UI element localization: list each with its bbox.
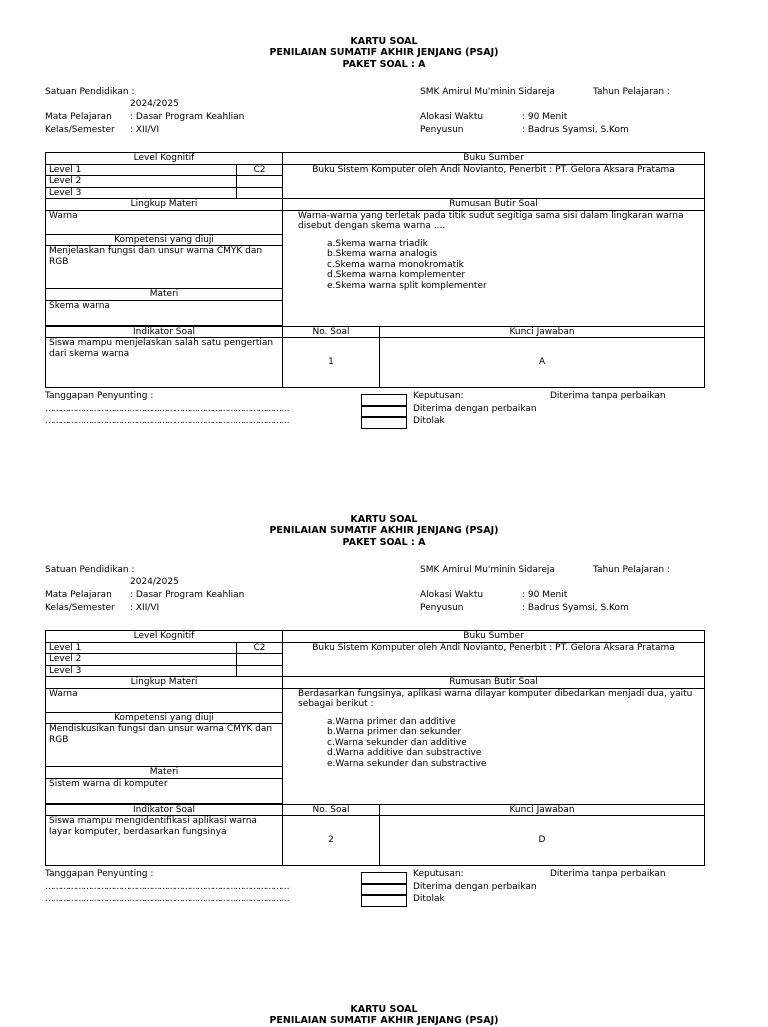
indikator-header: Indikator Soal bbox=[46, 804, 283, 816]
tanggapan-line-1[interactable]: …………………………………………………………………………………… bbox=[45, 882, 289, 892]
alokasi-value: : 90 Menit bbox=[522, 590, 568, 600]
alokasi-label: Alokasi Waktu bbox=[420, 112, 484, 122]
kunci-jawaban-header: Kunci Jawaban bbox=[380, 804, 705, 816]
materi-header: Materi bbox=[46, 767, 283, 779]
option-b: b.Warna primer dan sekunder bbox=[327, 727, 462, 737]
alokasi-label: Alokasi Waktu bbox=[420, 590, 484, 600]
lingkup-materi-header: Lingkup Materi bbox=[46, 199, 283, 211]
kunci-jawaban-value: D bbox=[380, 816, 705, 866]
satuan-label: Satuan Pendidikan : bbox=[45, 87, 135, 97]
option-c: c.Skema warna monokromatik bbox=[327, 259, 464, 270]
checkbox-ditolak[interactable] bbox=[361, 894, 407, 907]
level-2-label: Level 2 bbox=[46, 654, 237, 666]
card-title: KARTU SOAL bbox=[350, 514, 418, 525]
card-package: PAKET SOAL : A bbox=[342, 59, 426, 70]
checkbox-ditolak[interactable] bbox=[361, 416, 407, 429]
level-1-label: Level 1 bbox=[46, 642, 237, 654]
decision-dengan-perbaikan: Diterima dengan perbaikan bbox=[413, 404, 537, 414]
satuan-label: Satuan Pendidikan : bbox=[45, 565, 135, 575]
card-title: KARTU SOAL bbox=[350, 36, 418, 47]
option-e: e.Warna sekunder dan substractive bbox=[327, 758, 487, 769]
level-kognitif-header: Level Kognitif bbox=[46, 153, 283, 165]
no-soal-header: No. Soal bbox=[283, 804, 380, 816]
tanggapan-line-2[interactable]: …………………………………………………………………………………… bbox=[45, 894, 289, 904]
tanggapan-line-1[interactable]: …………………………………………………………………………………… bbox=[45, 404, 289, 414]
card-subtitle: PENILAIAN SUMATIF AKHIR JENJANG (PSAJ) bbox=[269, 1015, 499, 1026]
question-text: Warna-warna yang terletak pada titik sudut segitiga sama sisi dalam lingkaran warna disebut dengan skema warna .... bbox=[298, 210, 684, 231]
tahun-value: 2024/2025 bbox=[130, 577, 179, 587]
satuan-value: SMK Amirul Mu'minin Sidareja bbox=[420, 87, 555, 97]
decision-tanpa-perbaikan: Diterima tanpa perbaikan bbox=[550, 391, 666, 401]
level-kognitif-header: Level Kognitif bbox=[46, 631, 283, 643]
lingkup-materi-value: Warna bbox=[46, 210, 283, 234]
option-d: d.Skema warna komplementer bbox=[327, 270, 466, 280]
keputusan-label: Keputusan: bbox=[413, 869, 464, 879]
kompetensi-header: Kompetensi yang diuji bbox=[46, 712, 283, 724]
penyusun-label: Penyusun bbox=[420, 603, 464, 613]
question-cell bbox=[283, 210, 705, 326]
option-a: a.Warna primer dan additive bbox=[327, 716, 456, 727]
decision-ditolak: Ditolak bbox=[413, 894, 445, 904]
mapel-label: Mata Pelajaran bbox=[45, 590, 112, 600]
lingkup-materi-value: Warna bbox=[46, 688, 283, 712]
penyusun-value: : Badrus Syamsi, S.Kom bbox=[522, 125, 629, 135]
penyusun-label: Penyusun bbox=[420, 125, 464, 135]
level-1-value: C2 bbox=[237, 642, 283, 654]
tahun-value: 2024/2025 bbox=[130, 99, 179, 109]
indikator-header: Indikator Soal bbox=[46, 326, 283, 338]
buku-sumber-header: Buku Sumber bbox=[283, 631, 705, 643]
buku-sumber-value: Buku Sistem Komputer oleh Andi Novianto, Penerbit : PT. Gelora Aksara Pratama bbox=[283, 164, 705, 199]
rumusan-butir-header: Rumusan Butir Soal bbox=[283, 677, 705, 689]
option-b: b.Skema warna analogis bbox=[327, 249, 438, 259]
card-package: PAKET SOAL : A bbox=[342, 537, 426, 548]
mapel-value: : Dasar Program Keahlian bbox=[130, 112, 245, 122]
tanggapan-line-2[interactable]: …………………………………………………………………………………… bbox=[45, 416, 289, 426]
no-soal-value: 2 bbox=[283, 816, 380, 866]
level-2-label: Level 2 bbox=[46, 176, 237, 188]
penyusun-value: : Badrus Syamsi, S.Kom bbox=[522, 603, 629, 613]
tanggapan-label: Tanggapan Penyunting : bbox=[45, 869, 154, 879]
indikator-value: Siswa mampu menjelaskan salah satu pengertian dari skema warna bbox=[46, 338, 283, 388]
materi-header: Materi bbox=[46, 289, 283, 301]
option-c: c.Warna sekunder dan additive bbox=[327, 737, 467, 748]
kelas-label: Kelas/Semester bbox=[45, 603, 115, 613]
mapel-value: : Dasar Program Keahlian bbox=[130, 590, 245, 600]
level-3-label: Level 3 bbox=[46, 187, 237, 199]
kunci-jawaban-header: Kunci Jawaban bbox=[380, 326, 705, 338]
option-a: a.Skema warna triadik bbox=[327, 238, 428, 249]
level-1-label: Level 1 bbox=[46, 164, 237, 176]
card-subtitle: PENILAIAN SUMATIF AKHIR JENJANG (PSAJ) bbox=[269, 525, 499, 536]
question-cell bbox=[283, 688, 705, 804]
mapel-label: Mata Pelajaran bbox=[45, 112, 112, 122]
kompetensi-header: Kompetensi yang diuji bbox=[46, 234, 283, 246]
kelas-value: : XII/VI bbox=[130, 125, 160, 135]
satuan-value: SMK Amirul Mu'minin Sidareja bbox=[420, 565, 555, 575]
no-soal-header: No. Soal bbox=[283, 326, 380, 338]
tahun-label: Tahun Pelajaran : bbox=[593, 87, 670, 97]
option-d: d.Warna additive dan substractive bbox=[327, 748, 482, 758]
lingkup-materi-header: Lingkup Materi bbox=[46, 677, 283, 689]
card-subtitle: PENILAIAN SUMATIF AKHIR JENJANG (PSAJ) bbox=[269, 47, 499, 58]
indikator-value: Siswa mampu mengidentifikasi aplikasi warna layar komputer, berdasarkan fungsinya bbox=[46, 816, 283, 866]
kompetensi-value: Mendiskusikan fungsi dan unsur warna CMYK dan RGB bbox=[46, 724, 283, 767]
materi-value: Skema warna bbox=[46, 300, 283, 325]
kelas-value: : XII/VI bbox=[130, 603, 160, 613]
alokasi-value: : 90 Menit bbox=[522, 112, 568, 122]
tanggapan-label: Tanggapan Penyunting : bbox=[45, 391, 154, 401]
kunci-jawaban-value: A bbox=[380, 338, 705, 388]
kompetensi-value: Menjelaskan fungsi dan unsur warna CMYK dan RGB bbox=[46, 246, 283, 289]
materi-value: Sistem warna di komputer bbox=[46, 778, 283, 803]
no-soal-value: 1 bbox=[283, 338, 380, 388]
buku-sumber-header: Buku Sumber bbox=[283, 153, 705, 165]
kelas-label: Kelas/Semester bbox=[45, 125, 115, 135]
question-table bbox=[45, 152, 705, 388]
tahun-label: Tahun Pelajaran : bbox=[593, 565, 670, 575]
decision-tanpa-perbaikan: Diterima tanpa perbaikan bbox=[550, 869, 666, 879]
level-1-value: C2 bbox=[237, 164, 283, 176]
decision-ditolak: Ditolak bbox=[413, 416, 445, 426]
level-3-label: Level 3 bbox=[46, 665, 237, 677]
card-title: KARTU SOAL bbox=[350, 1004, 418, 1015]
question-text: Berdasarkan fungsinya, aplikasi warna dilayar komputer dibedarkan menjadi dua, yaitu sebagai berikut : bbox=[298, 688, 693, 709]
question-table bbox=[45, 630, 705, 866]
buku-sumber-value: Buku Sistem Komputer oleh Andi Novianto, Penerbit : PT. Gelora Aksara Pratama bbox=[283, 642, 705, 677]
rumusan-butir-header: Rumusan Butir Soal bbox=[283, 199, 705, 211]
keputusan-label: Keputusan: bbox=[413, 391, 464, 401]
decision-dengan-perbaikan: Diterima dengan perbaikan bbox=[413, 882, 537, 892]
option-e: e.Skema warna split komplementer bbox=[327, 280, 487, 291]
